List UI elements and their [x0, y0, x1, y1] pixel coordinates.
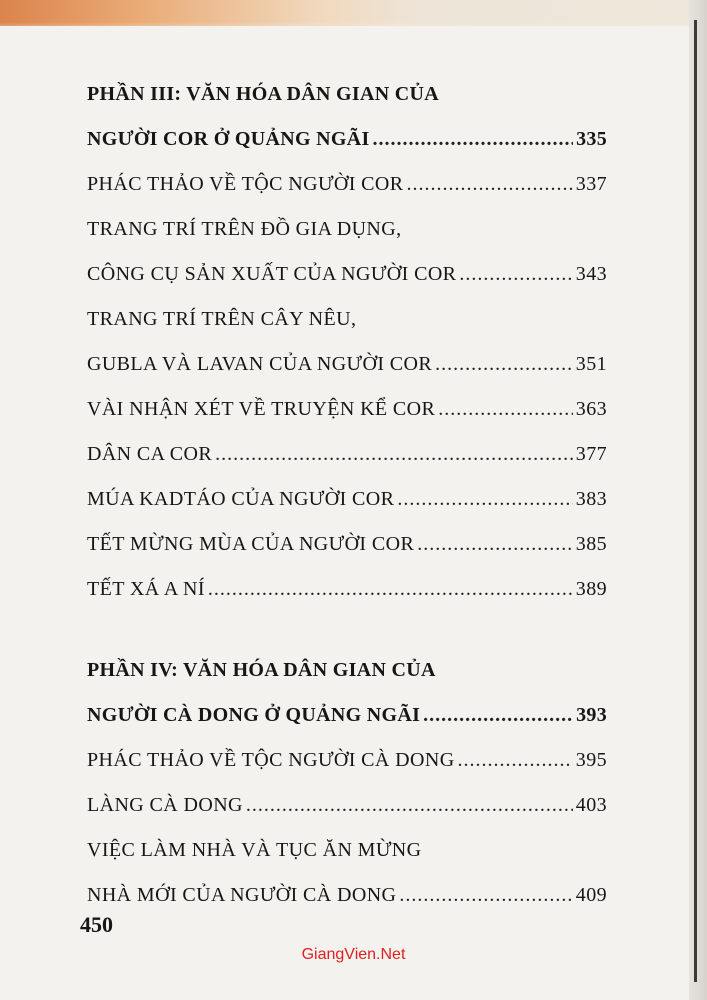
section-heading: PHẦN III: VĂN HÓA DÂN GIAN CỦA	[87, 83, 439, 105]
toc-entry: CÔNG CỤ SẢN XUẤT CỦA NGƯỜI COR ..... 343	[87, 252, 607, 297]
section-gap	[87, 612, 607, 648]
toc-entry: GUBLA VÀ LAVAN CỦA NGƯỜI COR ..... 351	[87, 342, 607, 387]
leader-dots	[373, 117, 574, 162]
entry-page: 343	[575, 263, 607, 285]
toc-entry: NGƯỜI CÀ DONG Ở QUẢNG NGÃI ..... 393	[87, 693, 607, 738]
page-number: 450	[80, 912, 113, 937]
leader-dots	[208, 567, 573, 612]
toc-entry: TẾT MỪNG MÙA CỦA NGƯỜI COR ..... 385	[87, 522, 607, 567]
leader-dots	[458, 738, 573, 783]
page-top-shadow	[0, 22, 707, 38]
page-right-edge	[689, 0, 707, 1000]
entry-page: 385	[575, 533, 607, 555]
leader-dots	[423, 693, 573, 738]
leader-dots	[438, 387, 573, 432]
entry-page: 409	[575, 884, 607, 906]
entry-page: 337	[575, 173, 607, 195]
toc-entry: DÂN CA COR ..... 377	[87, 432, 607, 477]
leader-dots	[215, 432, 573, 477]
toc-entry: VÀI NHẬN XÉT VỀ TRUYỆN KỂ COR ..... 363	[87, 387, 607, 432]
entry-page: 383	[575, 488, 607, 510]
leader-dots	[459, 252, 572, 297]
entry-page: 377	[575, 443, 607, 465]
toc-entry: MÚA KADTÁO CỦA NGƯỜI COR ..... 383	[87, 477, 607, 522]
leader-dots	[397, 477, 572, 522]
entry-page: 403	[575, 794, 607, 816]
entry-page: 389	[575, 578, 607, 600]
table-of-contents	[87, 72, 607, 918]
watermark-text: GiangVien.Net	[301, 946, 406, 963]
toc-entry: NGƯỜI COR Ở QUẢNG NGÃI ..... 335	[87, 117, 607, 162]
toc-entry-continued: VIỆC LÀM NHÀ VÀ TỤC ĂN MỪNG	[87, 839, 422, 861]
toc-entry: PHÁC THẢO VỀ TỘC NGƯỜI CÀ DONG ..... 395	[87, 738, 607, 783]
toc-entry: PHÁC THẢO VỀ TỘC NGƯỜI COR ..... 337	[87, 162, 607, 207]
leader-dots	[407, 162, 573, 207]
entry-page: 363	[575, 398, 607, 420]
toc-entry-continued: TRANG TRÍ TRÊN CÂY NÊU,	[87, 308, 357, 330]
entry-page: 351	[575, 353, 607, 375]
book-fold-line	[694, 20, 697, 982]
entry-page: 335	[576, 128, 607, 150]
toc-entry: NHÀ MỚI CỦA NGƯỜI CÀ DONG ..... 409	[87, 873, 607, 918]
leader-dots	[435, 342, 573, 387]
toc-entry: TẾT XÁ A NÍ ..... 389	[87, 567, 607, 612]
toc-entry: LÀNG CÀ DONG ..... 403	[87, 783, 607, 828]
leader-dots	[246, 783, 573, 828]
entry-page: 395	[575, 749, 607, 771]
leader-dots	[417, 522, 573, 567]
section-heading: PHẦN IV: VĂN HÓA DÂN GIAN CỦA	[87, 659, 436, 681]
entry-page: 393	[576, 704, 607, 726]
toc-entry-continued: TRANG TRÍ TRÊN ĐỒ GIA DỤNG,	[87, 218, 402, 240]
leader-dots	[399, 873, 572, 918]
